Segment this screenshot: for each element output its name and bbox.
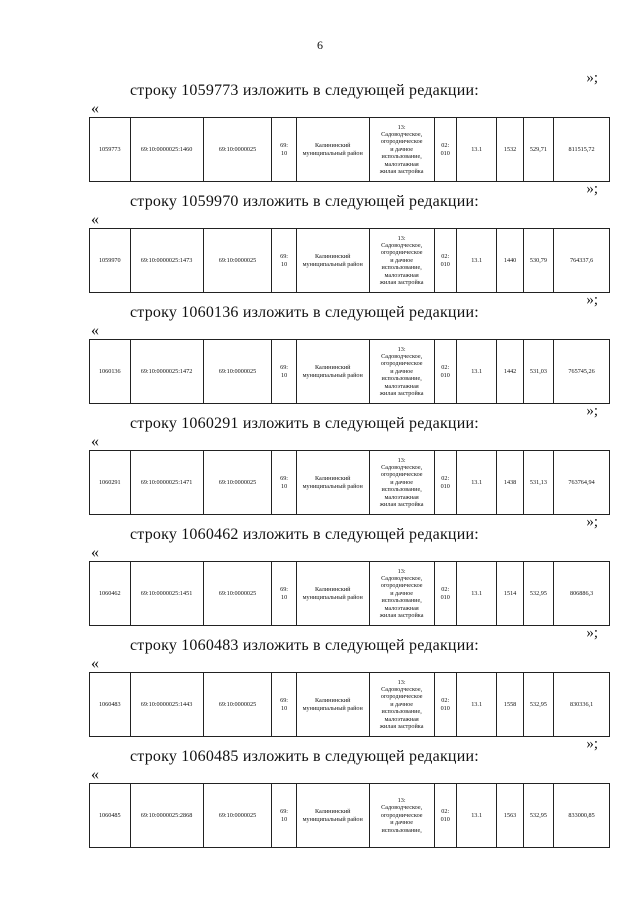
cell-rate: 529,71 — [523, 118, 553, 182]
cell-region-code-part: 69: — [280, 253, 289, 261]
cell-region-code — [272, 784, 296, 848]
land-use-line: малоэтажная — [384, 493, 419, 501]
land-use-line: огородническое — [380, 582, 423, 590]
land-use-line: использование, — [381, 826, 422, 834]
land-use-line: огородническое — [380, 249, 423, 257]
cell-cadastral-quarter: 69:10:0000025 — [203, 229, 272, 293]
cell-cadastral-quarter: 69:10:0000025 — [203, 340, 272, 404]
land-use-line: огородническое — [380, 360, 423, 368]
cell-region-code-part: 10 — [280, 149, 288, 157]
land-use-line: малоэтажная — [384, 382, 419, 390]
land-use-line: Садоводческое, — [381, 463, 423, 471]
cell-cadastral-number: 69:10:0000025:1471 — [130, 451, 203, 515]
cell-cadastral-number: 69:10:0000025:1451 — [130, 562, 203, 626]
land-use-line: и дачное — [390, 819, 414, 827]
amendment-block — [0, 403, 640, 519]
amendment-heading: строку 1060485 изложить в следующей редакции: — [130, 748, 479, 765]
amendment-block — [0, 70, 640, 186]
cell-cadastral-quarter: 69:10:0000025 — [203, 451, 272, 515]
cell-cadastral-number: 69:10:0000025:1443 — [130, 673, 203, 737]
cell-rate: 532,95 — [523, 673, 553, 737]
opening-quote: « — [91, 655, 99, 672]
cell-region-code — [272, 562, 296, 626]
land-use-line: использование, — [381, 375, 422, 383]
land-use-line: малоэтажная — [384, 604, 419, 612]
cell-cadastral-quarter: 69:10:0000025 — [203, 673, 272, 737]
cell-zone-code-part: 02: — [441, 142, 450, 150]
cell-zone-code-part: 02: — [441, 253, 450, 261]
opening-quote: « — [91, 433, 99, 450]
opening-quote: « — [91, 322, 99, 339]
land-use-line: огородническое — [380, 138, 423, 146]
cell-zone-code-part: 02: — [441, 697, 450, 705]
land-use-line: жилая застройка — [379, 723, 424, 731]
table-row — [90, 118, 610, 182]
cell-municipality: Калининский муниципальный район — [296, 562, 369, 626]
land-use-line: и дачное — [390, 367, 414, 375]
amendment-heading: строку 1059970 изложить в следующей редакции: — [130, 193, 479, 210]
land-use-line: 13: — [397, 123, 406, 131]
cell-zone-code — [434, 340, 456, 404]
closing-quote: »; — [586, 403, 598, 419]
cell-zone-code-part: 010 — [440, 371, 450, 379]
land-use-line: Садоводческое, — [381, 352, 423, 360]
cell-zone-code-part: 02: — [441, 808, 450, 816]
cell-rate: 531,03 — [523, 340, 553, 404]
cell-region-code — [272, 229, 296, 293]
closing-quote: »; — [586, 514, 598, 530]
cell-cadastral-value: 764337,6 — [554, 229, 610, 293]
cell-cadastral-number: 69:10:0000025:2868 — [130, 784, 203, 848]
register-row-table — [89, 672, 610, 737]
cell-cadastral-value: 806886,3 — [554, 562, 610, 626]
amendment-block — [0, 514, 640, 630]
cell-zone-code-part: 02: — [441, 364, 450, 372]
cell-group: 13.1 — [456, 673, 497, 737]
land-use-line: и дачное — [390, 700, 414, 708]
cell-zone-code-part: 02: — [441, 586, 450, 594]
land-use-line: и дачное — [390, 478, 414, 486]
land-use-line: огородническое — [380, 693, 423, 701]
table-row — [90, 451, 610, 515]
land-use-line: 13: — [397, 567, 406, 575]
cell-municipality: Калининский муниципальный район — [296, 451, 369, 515]
cell-cadastral-value: 763764,94 — [554, 451, 610, 515]
cell-zone-code-part: 02: — [441, 475, 450, 483]
cell-municipality: Калининский муниципальный район — [296, 340, 369, 404]
land-use-line: 13: — [397, 456, 406, 464]
register-row-table — [89, 561, 610, 626]
amendment-heading: строку 1060291 изложить в следующей редакции: — [130, 415, 479, 432]
land-use-line: огородническое — [380, 471, 423, 479]
cell-cadastral-quarter: 69:10:0000025 — [203, 118, 272, 182]
cell-region-code-part: 10 — [280, 482, 288, 490]
opening-quote: « — [91, 544, 99, 561]
cell-region-code — [272, 673, 296, 737]
cell-row-id: 1059773 — [90, 118, 131, 182]
amendment-block — [0, 181, 640, 297]
cell-zone-code — [434, 451, 456, 515]
cell-row-id: 1060291 — [90, 451, 131, 515]
amendment-block — [0, 625, 640, 741]
cell-rate: 530,79 — [523, 229, 553, 293]
register-row-table — [89, 450, 610, 515]
cell-region-code — [272, 451, 296, 515]
cell-municipality: Калининский муниципальный район — [296, 118, 369, 182]
cell-group: 13.1 — [456, 340, 497, 404]
cell-region-code-part: 69: — [280, 142, 289, 150]
cell-area: 1440 — [497, 229, 523, 293]
cell-land-use — [369, 673, 434, 737]
cell-region-code-part: 10 — [280, 593, 288, 601]
land-use-line: жилая застройка — [379, 501, 424, 509]
cell-area: 1438 — [497, 451, 523, 515]
land-use-line: 13: — [397, 234, 406, 242]
cell-municipality: Калининский муниципальный район — [296, 229, 369, 293]
land-use-line: использование, — [381, 708, 422, 716]
cell-cadastral-number: 69:10:0000025:1472 — [130, 340, 203, 404]
table-row — [90, 784, 610, 848]
cell-zone-code-part: 010 — [440, 815, 450, 823]
cell-cadastral-number: 69:10:0000025:1473 — [130, 229, 203, 293]
cell-cadastral-quarter: 69:10:0000025 — [203, 562, 272, 626]
cell-row-id: 1060462 — [90, 562, 131, 626]
cell-region-code-part: 69: — [280, 364, 289, 372]
cell-area: 1442 — [497, 340, 523, 404]
cell-cadastral-value: 765745,26 — [554, 340, 610, 404]
table-row — [90, 340, 610, 404]
cell-cadastral-value: 830336,1 — [554, 673, 610, 737]
cell-group: 13.1 — [456, 118, 497, 182]
cell-cadastral-number: 69:10:0000025:1460 — [130, 118, 203, 182]
opening-quote: « — [91, 211, 99, 228]
cell-municipality: Калининский муниципальный район — [296, 673, 369, 737]
land-use-line: и дачное — [390, 256, 414, 264]
cell-zone-code — [434, 562, 456, 626]
cell-zone-code-part: 010 — [440, 482, 450, 490]
closing-quote: »; — [586, 292, 598, 308]
cell-zone-code-part: 010 — [440, 593, 450, 601]
table-row — [90, 673, 610, 737]
cell-land-use — [369, 118, 434, 182]
cell-region-code-part: 10 — [280, 371, 288, 379]
table-row — [90, 229, 610, 293]
closing-quote: »; — [586, 625, 598, 641]
cell-group: 13.1 — [456, 451, 497, 515]
cell-group: 13.1 — [456, 562, 497, 626]
land-use-line: и дачное — [390, 589, 414, 597]
cell-area: 1514 — [497, 562, 523, 626]
register-row-table — [89, 117, 610, 182]
land-use-line: Садоводческое, — [381, 685, 423, 693]
register-row-table — [89, 783, 610, 848]
register-row-table — [89, 228, 610, 293]
land-use-line: жилая застройка — [379, 279, 424, 287]
cell-area: 1532 — [497, 118, 523, 182]
land-use-line: 13: — [397, 678, 406, 686]
cell-group: 13.1 — [456, 784, 497, 848]
opening-quote: « — [91, 766, 99, 783]
land-use-line: и дачное — [390, 145, 414, 153]
register-row-table — [89, 339, 610, 404]
land-use-line: Садоводческое, — [381, 804, 423, 812]
cell-zone-code-part: 010 — [440, 704, 450, 712]
cell-rate: 532,95 — [523, 562, 553, 626]
land-use-line: жилая застройка — [379, 168, 424, 176]
land-use-line: огородническое — [380, 811, 423, 819]
land-use-line: использование, — [381, 486, 422, 494]
land-use-line: Садоводческое, — [381, 130, 423, 138]
cell-cadastral-value: 833000,85 — [554, 784, 610, 848]
land-use-line: 13: — [397, 796, 406, 804]
amendment-block — [0, 292, 640, 408]
cell-land-use — [369, 562, 434, 626]
amendment-heading: строку 1060483 изложить в следующей редакции: — [130, 637, 479, 654]
amendment-heading: строку 1060462 изложить в следующей редакции: — [130, 526, 479, 543]
cell-cadastral-value: 811515,72 — [554, 118, 610, 182]
cell-region-code-part: 10 — [280, 704, 288, 712]
cell-cadastral-quarter: 69:10:0000025 — [203, 784, 272, 848]
cell-region-code — [272, 340, 296, 404]
cell-zone-code-part: 010 — [440, 149, 450, 157]
cell-zone-code — [434, 229, 456, 293]
cell-region-code — [272, 118, 296, 182]
cell-land-use — [369, 784, 434, 848]
cell-rate: 531,13 — [523, 451, 553, 515]
closing-quote: »; — [586, 736, 598, 752]
land-use-line: жилая застройка — [379, 390, 424, 398]
closing-quote: »; — [586, 181, 598, 197]
cell-region-code-part: 69: — [280, 697, 289, 705]
cell-region-code-part: 69: — [280, 808, 289, 816]
page-number: 6 — [317, 38, 323, 52]
cell-land-use — [369, 229, 434, 293]
cell-region-code-part: 10 — [280, 815, 288, 823]
cell-zone-code — [434, 118, 456, 182]
cell-area: 1558 — [497, 673, 523, 737]
cell-land-use — [369, 340, 434, 404]
land-use-line: жилая застройка — [379, 612, 424, 620]
land-use-line: 13: — [397, 345, 406, 353]
land-use-line: использование, — [381, 264, 422, 272]
cell-region-code-part: 69: — [280, 586, 289, 594]
cell-group: 13.1 — [456, 229, 497, 293]
cell-row-id: 1060483 — [90, 673, 131, 737]
land-use-line: Садоводческое, — [381, 241, 423, 249]
cell-zone-code — [434, 784, 456, 848]
land-use-line: Садоводческое, — [381, 574, 423, 582]
cell-region-code-part: 69: — [280, 475, 289, 483]
cell-municipality: Калининский муниципальный район — [296, 784, 369, 848]
land-use-line: малоэтажная — [384, 160, 419, 168]
amendment-heading: строку 1059773 изложить в следующей редакции: — [130, 82, 479, 99]
cell-row-id: 1060485 — [90, 784, 131, 848]
cell-region-code-part: 10 — [280, 260, 288, 268]
closing-quote: »; — [586, 70, 598, 86]
land-use-line: малоэтажная — [384, 271, 419, 279]
opening-quote: « — [91, 100, 99, 117]
cell-rate: 532,95 — [523, 784, 553, 848]
cell-land-use — [369, 451, 434, 515]
cell-area: 1563 — [497, 784, 523, 848]
land-use-line: малоэтажная — [384, 715, 419, 723]
land-use-line: использование, — [381, 597, 422, 605]
cell-row-id: 1059970 — [90, 229, 131, 293]
table-row — [90, 562, 610, 626]
cell-zone-code-part: 010 — [440, 260, 450, 268]
land-use-line: использование, — [381, 153, 422, 161]
cell-zone-code — [434, 673, 456, 737]
amendment-block — [0, 736, 640, 852]
cell-row-id: 1060136 — [90, 340, 131, 404]
amendment-heading: строку 1060136 изложить в следующей редакции: — [130, 304, 479, 321]
